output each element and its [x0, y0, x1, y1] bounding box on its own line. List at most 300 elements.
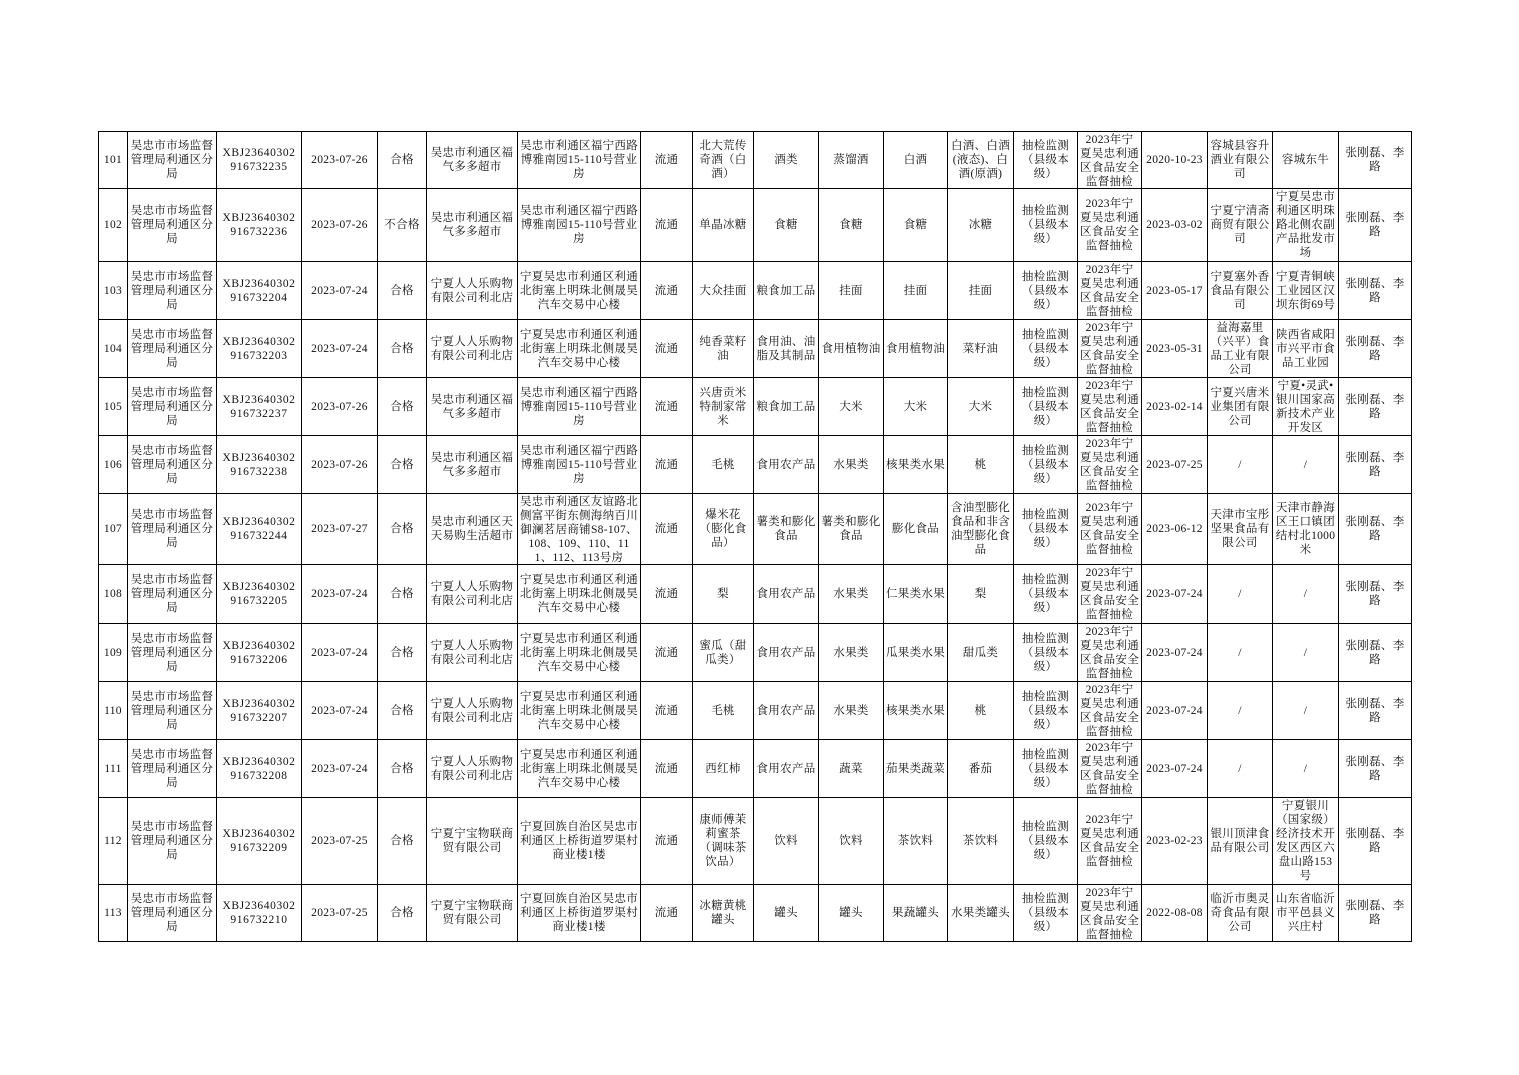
manufacturer-address: 山东省临沂市平邑县义兴庄村 [1276, 893, 1335, 933]
food-subcategory: 水果类 [833, 704, 869, 717]
product-name: 大众挂面 [699, 284, 747, 297]
production-date: 2023-03-02 [1146, 219, 1203, 231]
manufacturer: 宁夏兴唐米业集团有限公司 [1210, 386, 1270, 427]
sampling-date: 2023-07-25 [311, 835, 368, 847]
sampling-agency-cell [128, 436, 217, 494]
inspection-result: 合格 [390, 762, 414, 775]
manufacturer: 临沂市奥灵奇食品有限公司 [1210, 893, 1270, 933]
manufacturer: 宁夏塞外香食品有限公司 [1210, 270, 1270, 311]
food-type-cell [884, 262, 948, 320]
manufacturer-address: 宁夏吴忠市利通区明珠路北侧农副产品批发市场 [1276, 191, 1335, 259]
manufacturer-address-cell [1273, 624, 1339, 682]
manufacturer-address-cell [1273, 132, 1339, 189]
inspectors: 张刚磊、李路 [1345, 147, 1405, 173]
store-address-cell [518, 682, 641, 740]
sample-code-cell [217, 682, 302, 740]
store-address-cell [518, 885, 641, 942]
food-type: 核果类水果 [886, 704, 945, 717]
food-subcategory-cell [819, 624, 884, 682]
sample-code-cell [217, 624, 302, 682]
task-source-cell [1078, 132, 1142, 189]
food-type: 茄果类蔬菜 [886, 762, 945, 775]
product-name: 蜜瓜（甜瓜类） [699, 639, 747, 666]
sampled-store: 吴忠市利通区福气多多超市 [430, 451, 514, 478]
food-type-cell [884, 740, 948, 798]
circulation-stage-cell [641, 740, 693, 798]
food-category-cell [754, 262, 819, 320]
sampling-date-cell [302, 885, 378, 942]
circulation-stage: 流通 [654, 704, 679, 717]
sampled-store-cell [427, 132, 518, 189]
production-date-cell [1142, 565, 1208, 624]
circulation-stage-cell [641, 624, 693, 682]
row-number-cell [99, 494, 128, 565]
food-category: 食糖 [774, 219, 798, 231]
task-type: 抽检监测（县级本级） [1021, 509, 1070, 549]
food-category: 粮食加工品 [756, 400, 816, 413]
sampling-agency: 吴忠市市场监督管理局利通区分局 [130, 632, 214, 673]
food-subcategory: 薯类和膨化食品 [821, 516, 881, 542]
inspection-result-cell [378, 436, 427, 494]
row-number-cell [99, 320, 128, 378]
task-type-cell [1014, 378, 1078, 436]
food-detail-category-cell [948, 885, 1014, 942]
sampling-date-cell [302, 565, 378, 624]
row-number: 113 [104, 907, 122, 919]
food-type-cell [884, 565, 948, 624]
food-category-cell [754, 189, 819, 262]
table-row [99, 624, 1412, 682]
manufacturer-address-cell [1273, 436, 1339, 494]
manufacturer-address: 陕西省咸阳市兴平市食品工业园 [1276, 328, 1335, 369]
task-source: 2023年宁夏吴忠利通区食品安全监督抽检 [1080, 683, 1139, 738]
manufacturer-address-cell [1273, 494, 1339, 565]
production-date-cell [1142, 494, 1208, 565]
sampled-store-cell [427, 624, 518, 682]
product-name: 毛桃 [711, 704, 735, 717]
inspection-result: 合格 [390, 458, 414, 471]
task-source: 2023年宁夏吴忠利通区食品安全监督抽检 [1080, 814, 1139, 868]
food-type-cell [884, 798, 948, 885]
sampled-store: 宁夏宁宝物联商贸有限公司 [430, 900, 514, 926]
store-address: 宁夏吴忠市利通区利通北街塞上明珠北侧晟昊汽车交易中心楼 [520, 748, 638, 789]
sampled-store: 吴忠市利通区天天易购生活超市 [430, 516, 514, 542]
food-detail-category: 水果类罐头 [951, 907, 1010, 919]
sampled-store-cell [427, 262, 518, 320]
sampling-date-cell [302, 189, 378, 262]
sampling-date-cell [302, 798, 378, 885]
row-number-cell [99, 262, 128, 320]
store-address-cell [518, 189, 641, 262]
sampled-store: 宁夏人人乐购物有限公司利北店 [430, 335, 514, 362]
manufacturer-address: / [1303, 458, 1308, 471]
inspectors: 张刚磊、李路 [1345, 639, 1405, 666]
inspectors: 张刚磊、李路 [1345, 212, 1405, 238]
inspection-result-cell [378, 189, 427, 262]
food-detail-category-cell [948, 189, 1014, 262]
food-detail-category: 番茄 [968, 762, 993, 775]
sampling-agency-cell [128, 189, 217, 262]
sample-code-cell [217, 565, 302, 624]
sampling-agency-cell [128, 885, 217, 942]
sample-code-cell [217, 262, 302, 320]
task-type: 抽检监测（县级本级） [1021, 893, 1070, 933]
food-type-cell [884, 320, 948, 378]
food-category: 食用农产品 [756, 588, 816, 600]
food-subcategory-cell [819, 189, 884, 262]
product-name-cell [693, 320, 754, 378]
sampling-agency-cell [128, 320, 217, 378]
manufacturer-cell [1208, 494, 1273, 565]
manufacturer-cell [1208, 132, 1273, 189]
manufacturer-address-cell [1273, 262, 1339, 320]
circulation-stage: 流通 [654, 588, 679, 600]
sampled-store: 宁夏人人乐购物有限公司利北店 [430, 639, 514, 666]
food-subcategory-cell [819, 494, 884, 565]
task-type-cell [1014, 132, 1078, 189]
product-name-cell [693, 378, 754, 436]
manufacturer-address: 容城东牛 [1281, 154, 1330, 166]
food-type: 挂面 [903, 284, 928, 297]
task-type-cell [1014, 436, 1078, 494]
sampling-date-cell [302, 740, 378, 798]
circulation-stage: 流通 [654, 400, 679, 413]
store-address-cell [518, 624, 641, 682]
inspection-result: 合格 [390, 646, 414, 659]
product-name: 康师傅茉莉蜜茶（调味茶饮品） [699, 814, 747, 868]
food-category-cell [754, 740, 819, 798]
circulation-stage-cell [641, 320, 693, 378]
food-subcategory-cell [819, 740, 884, 798]
food-detail-category-cell [948, 436, 1014, 494]
food-category-cell [754, 885, 819, 942]
inspectors-cell [1339, 320, 1412, 378]
task-source: 2023年宁夏吴忠利通区食品安全监督抽检 [1080, 321, 1139, 376]
food-type-cell [884, 624, 948, 682]
food-detail-category: 含油型膨化食品和非含油型膨化食品 [951, 502, 1010, 556]
food-detail-category: 冰糖 [968, 219, 993, 231]
sampled-store-cell [427, 565, 518, 624]
circulation-stage: 流通 [654, 284, 679, 297]
food-category: 食用农产品 [756, 762, 816, 775]
task-source-cell [1078, 624, 1142, 682]
task-source-cell [1078, 885, 1142, 942]
task-source-cell [1078, 565, 1142, 624]
task-type: 抽检监测（县级本级） [1021, 386, 1070, 427]
sample-code: XBJ23640302916732209 [222, 828, 296, 854]
food-subcategory: 水果类 [833, 458, 869, 471]
food-category-cell [754, 494, 819, 565]
task-type: 抽检监测（县级本级） [1021, 140, 1070, 180]
store-address-cell [518, 740, 641, 798]
food-type-cell [884, 682, 948, 740]
circulation-stage-cell [641, 436, 693, 494]
inspectors: 张刚磊、李路 [1345, 516, 1405, 542]
product-name: 冰糖黄桃罐头 [699, 900, 747, 926]
food-type: 食用植物油 [886, 342, 945, 355]
manufacturer: / [1238, 762, 1242, 775]
food-type-cell [884, 436, 948, 494]
sampling-date-cell [302, 262, 378, 320]
sample-code: XBJ23640302916732205 [222, 581, 296, 607]
inspectors-cell [1339, 262, 1412, 320]
production-date-cell [1142, 189, 1208, 262]
food-category-cell [754, 798, 819, 885]
sample-code: XBJ23640302916732206 [222, 639, 296, 666]
store-address: 宁夏回族自治区吴忠市利通区上桥街道罗渠村商业楼1楼 [520, 893, 638, 933]
manufacturer-cell [1208, 740, 1273, 798]
row-number-cell [99, 132, 128, 189]
sample-code: XBJ23640302916732237 [222, 393, 296, 420]
product-name: 毛桃 [711, 458, 735, 471]
inspectors: 张刚磊、李路 [1345, 335, 1405, 362]
table-row [99, 378, 1412, 436]
circulation-stage: 流通 [654, 458, 679, 471]
manufacturer-cell [1208, 624, 1273, 682]
production-date: 2023-07-25 [1146, 458, 1203, 471]
food-detail-category-cell [948, 132, 1014, 189]
inspection-result: 合格 [390, 907, 414, 919]
production-date-cell [1142, 624, 1208, 682]
row-number-cell [99, 436, 128, 494]
task-type: 抽检监测（县级本级） [1021, 270, 1070, 311]
food-type: 白酒 [903, 154, 928, 166]
inspection-result-cell [378, 565, 427, 624]
table-row [99, 798, 1412, 885]
food-category-cell [754, 378, 819, 436]
manufacturer-address-cell [1273, 885, 1339, 942]
sampling-agency-cell [128, 262, 217, 320]
manufacturer-cell [1208, 682, 1273, 740]
task-source: 2023年宁夏吴忠利通区食品安全监督抽检 [1080, 502, 1139, 556]
inspection-result-cell [378, 320, 427, 378]
product-name-cell [693, 885, 754, 942]
sampled-store-cell [427, 189, 518, 262]
manufacturer: 天津市宝彤坚果食品有限公司 [1210, 509, 1270, 549]
food-detail-category: 茶饮料 [962, 835, 999, 847]
task-type: 抽检监测（县级本级） [1021, 821, 1070, 861]
sampling-date: 2023-07-24 [311, 762, 368, 775]
food-type: 核果类水果 [886, 458, 945, 471]
manufacturer: 益海嘉里（兴平）食品工业有限公司 [1210, 321, 1270, 376]
sampling-date: 2023-07-24 [311, 588, 368, 600]
circulation-stage: 流通 [654, 907, 679, 919]
food-category: 食用农产品 [756, 458, 816, 471]
row-number: 101 [103, 154, 123, 166]
food-category: 薯类和膨化食品 [756, 516, 816, 542]
store-address-cell [518, 798, 641, 885]
food-type: 瓜果类水果 [886, 646, 945, 659]
circulation-stage: 流通 [654, 835, 679, 847]
task-type-cell [1014, 624, 1078, 682]
task-type-cell [1014, 885, 1078, 942]
store-address: 宁夏吴忠市利通区利通北街塞上明珠北侧晟昊汽车交易中心楼 [520, 270, 638, 311]
manufacturer-cell [1208, 378, 1273, 436]
production-date: 2023-02-23 [1146, 835, 1203, 847]
store-address-cell [518, 436, 641, 494]
store-address: 吴忠市利通区福宁西路博雅南园15-110号营业房 [520, 386, 638, 427]
food-subcategory-cell [819, 798, 884, 885]
production-date-cell [1142, 885, 1208, 942]
row-number-cell [99, 624, 128, 682]
table-row [99, 565, 1412, 624]
food-detail-category-cell [948, 378, 1014, 436]
sampling-date-cell [302, 436, 378, 494]
manufacturer-cell [1208, 798, 1273, 885]
inspection-result-cell [378, 885, 427, 942]
food-category: 食用油、油脂及其制品 [756, 335, 816, 362]
manufacturer: / [1238, 646, 1242, 659]
task-type-cell [1014, 494, 1078, 565]
task-source-cell [1078, 262, 1142, 320]
task-source-cell [1078, 740, 1142, 798]
task-type-cell [1014, 740, 1078, 798]
inspectors-cell [1339, 189, 1412, 262]
sampling-agency-cell [128, 132, 217, 189]
task-source-cell [1078, 494, 1142, 565]
manufacturer-address: / [1303, 646, 1308, 659]
sample-code-cell [217, 378, 302, 436]
task-source: 2023年宁夏吴忠利通区食品安全监督抽检 [1080, 263, 1139, 318]
task-type-cell [1014, 189, 1078, 262]
task-type-cell [1014, 320, 1078, 378]
sampling-agency-cell [128, 740, 217, 798]
inspection-result: 合格 [390, 835, 414, 847]
task-source-cell [1078, 436, 1142, 494]
food-category: 粮食加工品 [756, 284, 816, 297]
food-type-cell [884, 132, 948, 189]
store-address: 吴忠市利通区友谊路北侧富平街东侧海纳百川御澜茗居商铺S8-107、108、109、110、111、112、113号房 [520, 495, 638, 564]
circulation-stage-cell [641, 378, 693, 436]
table-row [99, 682, 1412, 740]
store-address-cell [518, 132, 641, 189]
food-subcategory: 大米 [839, 400, 863, 413]
store-address-cell [518, 378, 641, 436]
product-name-cell [693, 682, 754, 740]
row-number: 108 [103, 588, 123, 600]
store-address-cell [518, 494, 641, 565]
manufacturer: 银川顶津食品有限公司 [1210, 828, 1270, 854]
task-source-cell [1078, 682, 1142, 740]
inspection-result: 合格 [390, 284, 414, 297]
task-type-cell [1014, 682, 1078, 740]
food-detail-category-cell [948, 565, 1014, 624]
manufacturer-address-cell [1273, 189, 1339, 262]
food-type: 膨化食品 [891, 523, 940, 535]
production-date-cell [1142, 682, 1208, 740]
production-date: 2023-02-14 [1146, 400, 1203, 413]
food-detail-category: 桃 [974, 704, 987, 717]
food-category-cell [754, 565, 819, 624]
sampling-agency: 吴忠市市场监督管理局利通区分局 [130, 509, 214, 549]
production-date-cell [1142, 320, 1208, 378]
table-row [99, 740, 1412, 798]
manufacturer-address: 天津市静海区王口镇团结村北1000米 [1275, 502, 1336, 556]
product-name-cell [693, 565, 754, 624]
production-date-cell [1142, 378, 1208, 436]
food-type-cell [884, 494, 948, 565]
sample-code-cell [217, 798, 302, 885]
sample-code-cell [217, 885, 302, 942]
sampled-store: 宁夏人人乐购物有限公司利北店 [430, 277, 514, 304]
circulation-stage-cell [641, 565, 693, 624]
production-date-cell [1142, 436, 1208, 494]
inspectors-cell [1339, 132, 1412, 189]
row-number: 112 [104, 835, 122, 847]
sampled-store-cell [427, 494, 518, 565]
inspection-result-cell [378, 378, 427, 436]
inspectors: 张刚磊、李路 [1345, 581, 1405, 607]
inspection-result-cell [378, 132, 427, 189]
row-number-cell [99, 189, 128, 262]
product-name-cell [693, 798, 754, 885]
row-number-cell [99, 740, 128, 798]
row-number: 102 [103, 219, 123, 231]
food-detail-category-cell [948, 798, 1014, 885]
food-subcategory-cell [819, 378, 884, 436]
food-detail-category-cell [948, 494, 1014, 565]
sampling-date-cell [302, 132, 378, 189]
food-detail-category: 白酒、白酒(液态)、白酒(原酒) [951, 140, 1010, 180]
circulation-stage: 流通 [654, 523, 679, 535]
production-date-cell [1142, 262, 1208, 320]
inspection-result: 合格 [390, 588, 414, 600]
sampling-agency: 吴忠市市场监督管理局利通区分局 [130, 205, 214, 245]
food-subcategory: 饮料 [839, 835, 863, 847]
food-detail-category-cell [948, 262, 1014, 320]
production-date: 2023-07-24 [1146, 588, 1203, 600]
row-number: 105 [103, 400, 123, 413]
circulation-stage: 流通 [654, 219, 679, 231]
food-type: 食糖 [903, 219, 928, 231]
manufacturer-cell [1208, 320, 1273, 378]
store-address: 吴忠市利通区福宁西路博雅南园15-110号营业房 [520, 205, 638, 245]
food-type: 仁果类水果 [886, 588, 945, 600]
food-subcategory-cell [819, 682, 884, 740]
row-number: 106 [103, 458, 123, 471]
product-name: 梨 [717, 588, 729, 600]
inspectors: 张刚磊、李路 [1345, 697, 1405, 724]
sample-code: XBJ23640302916732204 [222, 277, 296, 304]
sampling-agency-cell [128, 378, 217, 436]
store-address: 宁夏吴忠市利通区利通北街塞上明珠北侧晟昊汽车交易中心楼 [520, 574, 638, 614]
inspection-result-cell [378, 682, 427, 740]
manufacturer-address-cell [1273, 565, 1339, 624]
task-source: 2023年宁夏吴忠利通区食品安全监督抽检 [1080, 567, 1139, 621]
product-name-cell [693, 740, 754, 798]
manufacturer-cell [1208, 436, 1273, 494]
food-subcategory: 挂面 [839, 284, 863, 297]
production-date-cell [1142, 132, 1208, 189]
manufacturer-address-cell [1273, 320, 1339, 378]
food-type: 大米 [903, 400, 928, 413]
circulation-stage: 流通 [654, 646, 679, 659]
inspectors: 张刚磊、李路 [1345, 900, 1405, 926]
row-number: 104 [103, 342, 123, 355]
task-source-cell [1078, 189, 1142, 262]
food-category-cell [754, 624, 819, 682]
inspection-result: 合格 [390, 400, 414, 413]
manufacturer-address-cell [1273, 740, 1339, 798]
product-name-cell [693, 436, 754, 494]
food-detail-category-cell [948, 740, 1014, 798]
food-subcategory: 蔬菜 [839, 762, 863, 775]
product-name: 西红柿 [705, 762, 741, 775]
sampling-agency-cell [128, 565, 217, 624]
sampling-agency: 吴忠市市场监督管理局利通区分局 [130, 328, 214, 369]
food-type-cell [884, 189, 948, 262]
manufacturer-cell [1208, 885, 1273, 942]
